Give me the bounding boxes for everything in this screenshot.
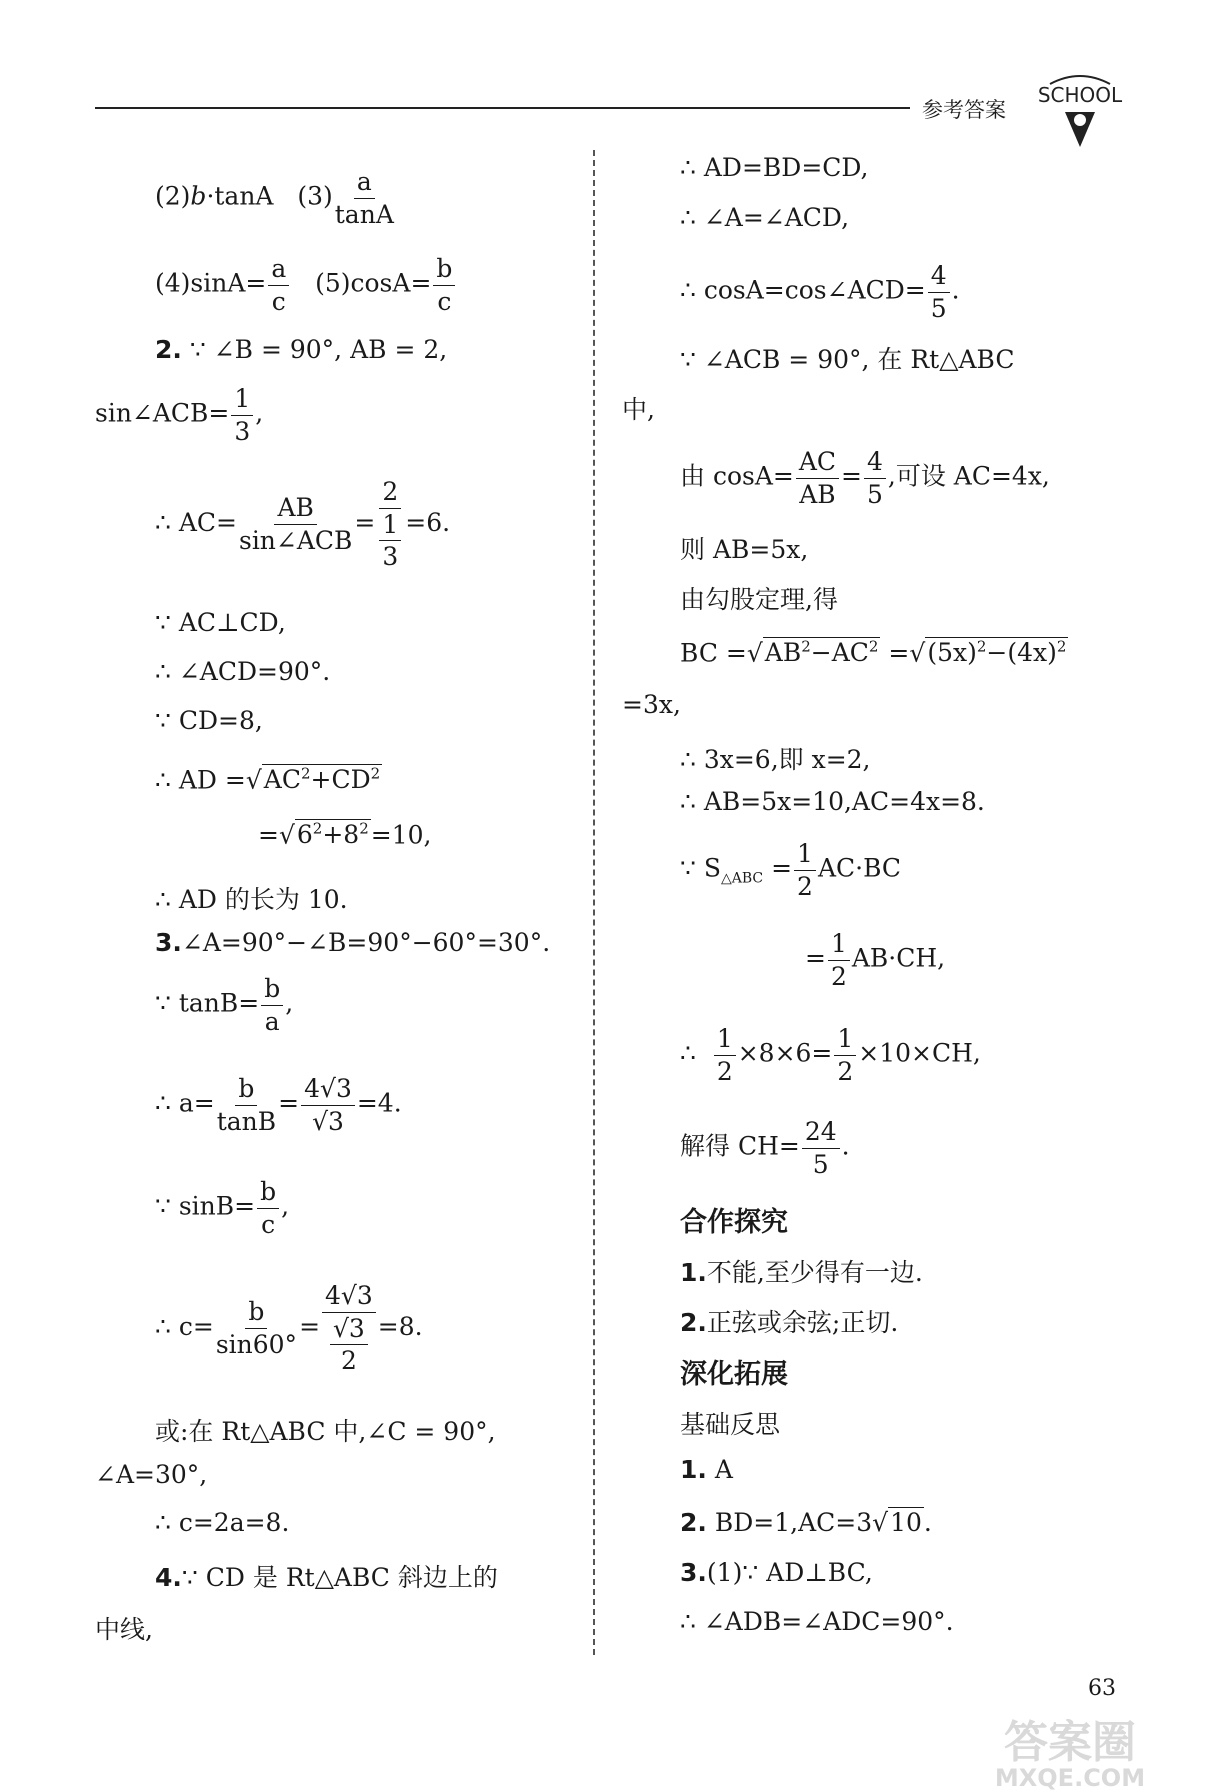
text: ∵ sinB= [155,1191,256,1221]
numerator: 4√3 [322,1282,376,1313]
denominator: c [261,1209,276,1239]
right-line-14 [805,930,945,990]
denominator: sin60° [215,1329,298,1359]
item-number: 3. [680,1558,707,1587]
text: 正弦或余弦;正切. [706,1308,899,1337]
fraction [261,975,283,1035]
item-number: 4. [155,1563,182,1592]
text: b [190,181,207,211]
text: AB [764,638,802,668]
right-line-12: ∴ AB=5x=10,AC=4x=8. [680,787,985,816]
text: BC = [680,638,747,668]
left-line-8: ∴ AD $=√AC^2+CD^2$ [155,765,381,795]
fraction [796,448,839,508]
fraction [802,1118,840,1178]
left-line-15 [155,1282,423,1375]
text: ∵ S [680,853,721,883]
left-line-11 [155,928,550,957]
fraction [231,385,253,445]
denominator: a [264,1006,280,1036]
denominator: √3 [312,1106,344,1136]
exponent: 2 [312,820,323,838]
numerator: 1 [834,1025,856,1056]
text: ∴ c= [155,1311,214,1341]
left-line-10: ∴ AD 的长为 10. [155,885,348,914]
left-line-7: ∵ CD=8, [155,706,263,735]
denominator: tanB [216,1106,277,1136]
denominator: AB [799,479,836,509]
text: . [951,275,960,305]
numerator: b [261,975,283,1006]
logo-text: SCHOOL [1037,83,1123,107]
item-number: 1. [680,1258,707,1287]
text: = [805,943,826,973]
denominator: 2 [830,961,847,991]
text: ∵ tanB= [155,988,260,1018]
left-line-5: ∵ AC⊥CD, [155,608,286,637]
fraction [217,1075,276,1135]
right-line-7: 则 AB=5x, [680,535,809,564]
section-heading-cooperate: 合作探究 [680,1207,788,1238]
exponent: 2 [300,765,311,783]
left-line-3 [155,335,447,364]
text: BD=1,AC=3 [714,1508,873,1537]
exponent: 2 [370,765,381,783]
numerator: 24 [802,1118,840,1149]
left-line-13 [155,1075,402,1135]
numerator: AB [274,494,316,525]
header-title: 参考答案 [922,98,1006,122]
text: , [285,988,294,1018]
fraction [834,1025,856,1085]
item-number: 1. [680,1455,707,1484]
denominator: 3 [234,416,251,446]
denominator: 3 [382,542,399,571]
right-line-21: 2. BD=1,AC=3√10. [680,1508,932,1537]
numerator: 4√3 [301,1075,355,1106]
fraction [330,1313,368,1375]
fraction [864,448,886,508]
exponent: 2 [868,638,879,656]
text: AB·CH, [851,943,946,973]
item-number: 3. [155,928,182,957]
left-line-12 [155,975,293,1035]
text: (2) [155,181,191,211]
text: (5x) [927,638,977,668]
text: 由 cosA= [680,461,794,491]
right-line-1: ∴ AD=BD=CD, [680,153,869,182]
numerator: 1 [231,385,253,416]
text: −(4x) [986,638,1057,668]
right-line-20 [680,1455,733,1484]
numerator: 2 [379,478,401,509]
numerator: a [268,255,289,286]
denominator: 5 [930,293,947,323]
right-line-5: 中, [622,395,655,424]
fraction [794,840,816,900]
fraction [301,1075,355,1135]
text: =10, [370,820,432,850]
denominator: c [271,286,286,316]
left-line-1 [155,168,396,228]
left-line-16: 或:在 Rt△ABC 中,∠C = 90°, [155,1417,496,1446]
right-line-15 [680,1025,981,1085]
denominator: 5 [812,1149,829,1179]
right-line-17 [680,1253,923,1289]
denominator: c [437,286,452,316]
text: AC [263,765,301,795]
denominator: 2 [797,871,813,901]
denominator: tanA [334,199,394,229]
text: ∴ a= [155,1088,215,1118]
fraction [257,1178,279,1238]
text: −AC [810,638,869,668]
text: ∴ [680,1038,696,1068]
text: +8 [322,820,360,850]
text: AC·BC [817,853,902,883]
right-line-6 [680,448,1050,508]
numerator: 4 [864,448,886,479]
text: sin∠ACB= [95,398,230,428]
left-line-3b [95,385,263,445]
text: , [255,398,264,428]
watermark-line1: 答案圈 [1004,1717,1136,1768]
numerator: 1 [828,930,850,961]
numerator: a [354,168,375,199]
section-heading-extend: 深化拓展 [680,1359,788,1390]
right-line-3 [680,262,960,322]
text: 6 [296,820,313,850]
denominator: 2 [716,1056,733,1086]
numerator: b [257,1178,279,1209]
numerator: 1 [379,511,401,542]
item-number: 2. [680,1308,707,1337]
numerator: √3 [330,1315,368,1346]
text: ∠A=90°−∠B=90°−60°=30°. [181,928,551,957]
text: =6. [405,507,451,537]
right-line-2: ∴ ∠A=∠ACD, [680,203,850,232]
text: ∴ cosA=cos∠ACD= [680,275,926,305]
exponent: 2 [801,638,811,656]
radicand: 10 [890,1508,922,1537]
text: ∴ AC= [155,507,237,537]
text: = [278,1088,300,1118]
text: . [923,1508,932,1537]
fraction [379,509,401,571]
right-line-10: =3x, [622,690,681,719]
text: 解得 CH= [680,1131,800,1161]
text: (1)∵ AD⊥BC, [706,1558,873,1587]
numerator: AC [796,448,839,479]
denominator: 2 [340,1346,357,1375]
radicand [925,637,1068,667]
denominator: 5 [866,479,883,509]
item-number: 2. [680,1508,707,1537]
text: ×8×6= [737,1038,833,1068]
text: = [888,638,910,668]
radicand [262,764,382,794]
right-line-19: 基础反思 [680,1410,781,1439]
right-line-9: BC $=√AB^2-AC^2 =√(5x)^2-(4x)^2$ [680,638,1067,668]
page-number: 63 [1088,1676,1116,1701]
left-line-2 [155,255,457,315]
text: = [354,507,376,537]
text: 不能,至少得有一边. [706,1258,923,1287]
denominator: 2 [837,1056,854,1086]
text: =4. [356,1088,402,1118]
numerator: b [245,1298,267,1329]
text: , [281,1191,290,1221]
right-line-23: ∴ ∠ADB=∠ADC=90°. [680,1607,954,1636]
column-divider [593,150,595,1655]
numerator: 1 [794,840,816,871]
text: +CD [310,765,371,795]
text: A [714,1455,733,1484]
right-line-13 [680,840,901,900]
fraction [828,930,850,990]
fraction [322,1282,376,1375]
numerator: b [235,1075,257,1106]
exponent: 2 [976,638,987,656]
right-line-11: ∴ 3x=6,即 x=2, [680,745,871,774]
left-line-18: ∴ c=2a=8. [155,1508,290,1537]
left-line-14 [155,1178,289,1238]
text: ,可设 AC=4x, [887,461,1050,491]
watermark-logo [945,1712,1200,1792]
text: ·tanA [206,181,274,211]
left-line-20: 中线, [95,1615,153,1644]
left-line-9: $=√6^2+8^2=10$, [258,820,432,850]
left-line-17: ∠A=30°, [95,1460,208,1489]
fraction [433,255,455,315]
radicand [295,819,371,849]
numerator: 1 [714,1025,736,1056]
right-line-16 [680,1118,850,1178]
left-line-6: ∴ ∠ACD=90°. [155,657,331,686]
text: =8. [377,1311,423,1341]
exponent: 2 [359,820,369,838]
text: = [299,1311,321,1341]
fraction [335,168,394,228]
subscript: △ABC [720,870,764,887]
text: ×10×CH, [858,1038,981,1068]
text: = [841,461,862,491]
left-line-19 [155,1558,498,1594]
right-line-22 [680,1558,873,1587]
header-rule [95,107,910,109]
fraction [216,1298,297,1358]
text: = [258,820,279,850]
exponent: 2 [1056,638,1067,656]
text: = [771,853,793,883]
left-line-4 [155,478,450,571]
right-line-4: ∵ ∠ACB = 90°, 在 Rt△ABC [680,345,1015,374]
radicand [763,637,881,667]
right-line-8: 由勾股定理,得 [680,585,838,614]
item-number: 2. [155,335,182,364]
numerator: b [433,255,455,286]
fraction [928,262,950,322]
numerator: 4 [928,262,950,293]
fraction [268,255,289,315]
fraction [239,494,352,554]
denominator: sin∠ACB [238,525,353,555]
text: (4)sinA= [155,268,267,298]
fraction [377,478,403,571]
school-logo-icon [1030,72,1130,152]
text: ∴ AD = [155,765,246,795]
watermark-line2: MXQE.COM [994,1764,1146,1792]
text: . [841,1131,850,1161]
text: ∵ ∠B = 90°, AB = 2, [189,335,448,364]
text: ∵ CD 是 Rt△ABC 斜边上的 [181,1563,498,1592]
text: (5)cosA= [315,268,432,298]
text: (3) [297,181,333,211]
right-line-18 [680,1303,898,1339]
fraction [714,1025,736,1085]
